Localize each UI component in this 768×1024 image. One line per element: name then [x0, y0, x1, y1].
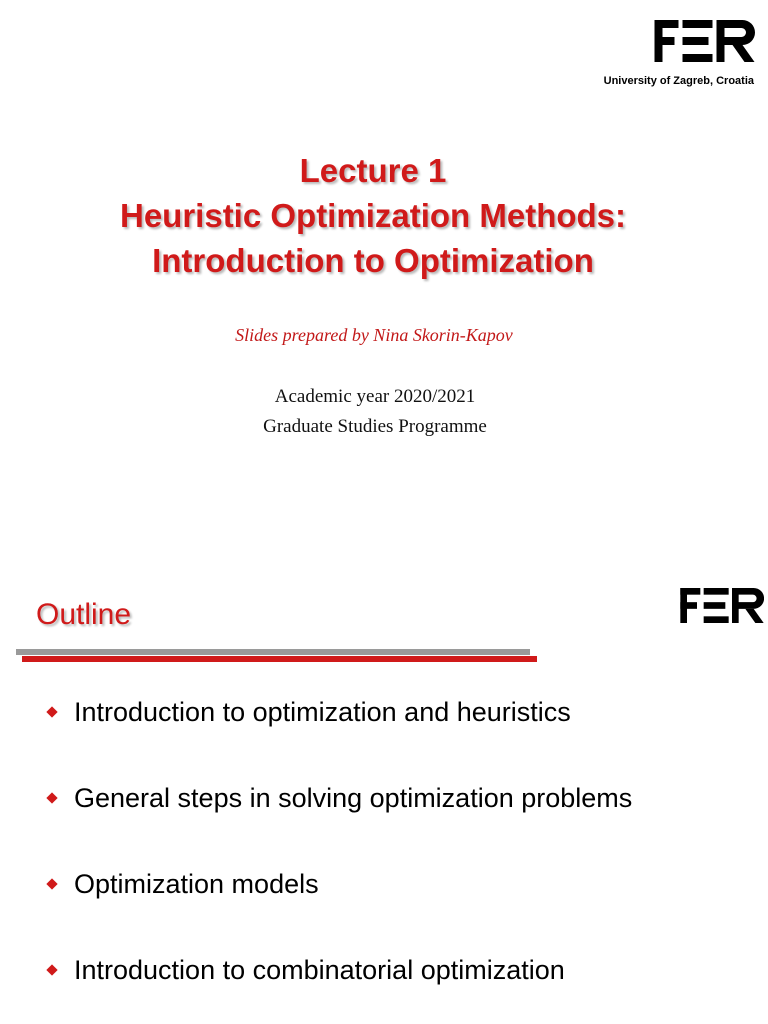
list-item: [48, 864, 319, 904]
list-item: [48, 950, 565, 990]
author-credit: Slides prepared by Nina Skorin-Kapov: [235, 325, 513, 345]
fer-logo-icon: [680, 588, 764, 623]
diamond-bullet-icon: [46, 878, 57, 889]
university-name: University of Zagreb, Croatia: [603, 75, 754, 87]
list-item-text: Introduction to optimization and heuristics: [74, 696, 571, 727]
outline-heading: Outline: [36, 598, 132, 631]
academic-year: Academic year 2020/2021: [274, 386, 476, 407]
lecture-title: [0, 148, 746, 283]
heading-underline-shadow: [16, 649, 530, 655]
diamond-bullet-icon: [46, 706, 57, 717]
course-title: Heuristic Optimization Methods:: [119, 197, 627, 234]
diamond-bullet-icon: [46, 964, 57, 975]
list-item-text: Optimization models: [74, 868, 319, 899]
list-item-text: General steps in solving optimization problems: [74, 782, 633, 813]
heading-underline: [22, 656, 537, 662]
diamond-bullet-icon: [46, 792, 57, 803]
fer-logo-icon: [654, 20, 755, 62]
lecture-topic: Introduction to Optimization: [152, 242, 594, 279]
lecture-number: Lecture 1: [299, 152, 447, 189]
list-item: [48, 692, 571, 732]
study-programme: Graduate Studies Programme: [263, 416, 487, 437]
list-item-text: Introduction to combinatorial optimization: [74, 954, 565, 985]
list-item: [48, 778, 632, 818]
